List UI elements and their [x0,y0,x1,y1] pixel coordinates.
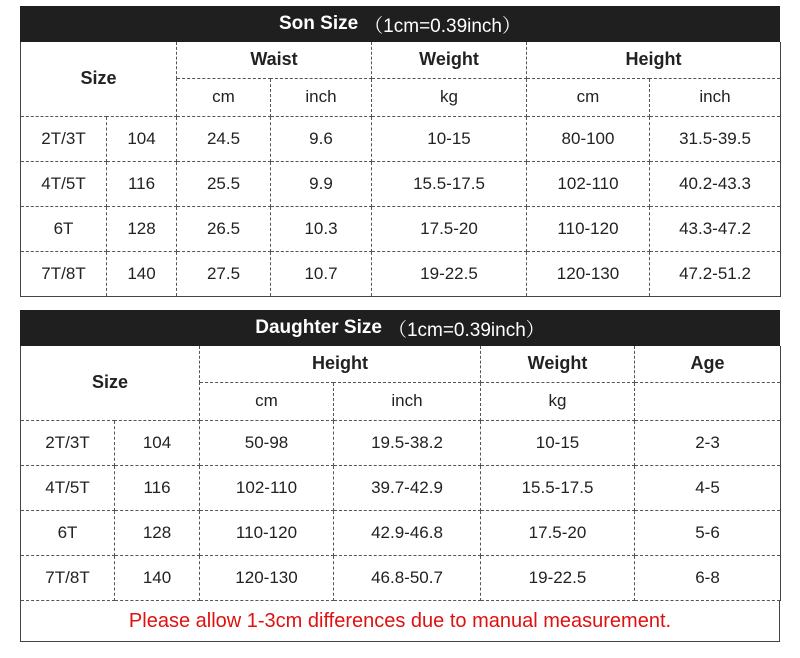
son-waist-inch: 9.9 [271,161,372,206]
table-row [21,251,781,296]
daughter-size-table [20,346,781,601]
son-waist-inch: 9.6 [271,116,372,161]
daughter-size-title-text: Daughter Size [255,317,382,338]
son-weight: 15.5-17.5 [372,161,527,206]
daughter-weight: 19-22.5 [481,555,635,600]
daughter-height-inch: 19.5-38.2 [334,420,481,465]
son-height-cm: 80-100 [527,116,650,161]
son-size-title [20,6,780,42]
daughter-age-unit-cell [635,382,781,420]
daughter-age: 5-6 [635,510,781,555]
son-waist-cm: 26.5 [177,206,271,251]
son-size-title-text: Son Size [278,13,359,34]
daughter-height-header: Height [200,346,481,382]
table-row [21,555,781,600]
daughter-size-conversion-note: （1cm=0.39inch） [387,319,545,341]
daughter-size-section [20,310,780,601]
son-height-inch: 47.2-51.2 [650,251,781,296]
son-weight-header: Weight [372,42,527,78]
son-size-conversion-note: （1cm=0.39inch） [364,15,521,37]
daughter-weight: 15.5-17.5 [481,465,635,510]
son-waist-cm: 25.5 [177,161,271,206]
son-waist-inch: 10.7 [271,251,372,296]
son-size-table [20,42,781,297]
son-waist-inch: 10.3 [271,206,372,251]
daughter-height-inch-unit: inch [334,382,481,420]
table-row [21,161,781,206]
daughter-size-label: 7T/8T [21,555,115,600]
son-height-inch: 43.3-47.2 [650,206,781,251]
daughter-size-label: 2T/3T [21,420,115,465]
measurement-disclaimer [20,601,780,642]
daughter-age: 2-3 [635,420,781,465]
son-size-number: 116 [107,161,177,206]
son-size-number: 104 [107,116,177,161]
daughter-size-header: Size [21,346,200,420]
son-height-inch: 31.5-39.5 [650,116,781,161]
daughter-age-header: Age [635,346,781,382]
daughter-weight: 10-15 [481,420,635,465]
table-row [21,116,781,161]
son-height-header: Height [527,42,781,78]
son-height-inch-unit: inch [650,78,781,116]
daughter-weight-header: Weight [481,346,635,382]
son-height-cm-unit: cm [527,78,650,116]
son-height-cm: 102-110 [527,161,650,206]
daughter-height-cm: 50-98 [200,420,334,465]
son-weight: 19-22.5 [372,251,527,296]
daughter-weight-kg-unit: kg [481,382,635,420]
daughter-height-cm: 120-130 [200,555,334,600]
daughter-size-number: 116 [115,465,200,510]
daughter-height-inch: 39.7-42.9 [334,465,481,510]
son-size-header: Size [21,42,177,116]
son-size-label: 2T/3T [21,116,107,161]
daughter-size-number: 104 [115,420,200,465]
daughter-height-cm: 110-120 [200,510,334,555]
daughter-height-inch: 42.9-46.8 [334,510,481,555]
daughter-size-number: 140 [115,555,200,600]
son-waist-header: Waist [177,42,372,78]
son-size-label: 6T [21,206,107,251]
daughter-size-title [20,310,780,346]
table-row [21,510,781,555]
son-size-section [20,6,780,297]
son-weight: 17.5-20 [372,206,527,251]
measurement-disclaimer-text: Please allow 1-3cm differences due to manual measurement. [128,609,672,632]
son-size-label: 7T/8T [21,251,107,296]
son-weight-kg-unit: kg [372,78,527,116]
son-waist-cm-unit: cm [177,78,271,116]
daughter-weight: 17.5-20 [481,510,635,555]
daughter-size-label: 4T/5T [21,465,115,510]
son-weight: 10-15 [372,116,527,161]
son-waist-inch-unit: inch [271,78,372,116]
son-size-number: 140 [107,251,177,296]
table-row [21,465,781,510]
daughter-age: 6-8 [635,555,781,600]
son-waist-cm: 24.5 [177,116,271,161]
son-size-number: 128 [107,206,177,251]
daughter-size-label: 6T [21,510,115,555]
table-row [21,206,781,251]
son-height-cm: 110-120 [527,206,650,251]
son-waist-cm: 27.5 [177,251,271,296]
table-row [21,420,781,465]
son-height-cm: 120-130 [527,251,650,296]
son-size-label: 4T/5T [21,161,107,206]
son-height-inch: 40.2-43.3 [650,161,781,206]
daughter-height-cm: 102-110 [200,465,334,510]
daughter-age: 4-5 [635,465,781,510]
daughter-height-inch: 46.8-50.7 [334,555,481,600]
daughter-height-cm-unit: cm [200,382,334,420]
daughter-size-number: 128 [115,510,200,555]
